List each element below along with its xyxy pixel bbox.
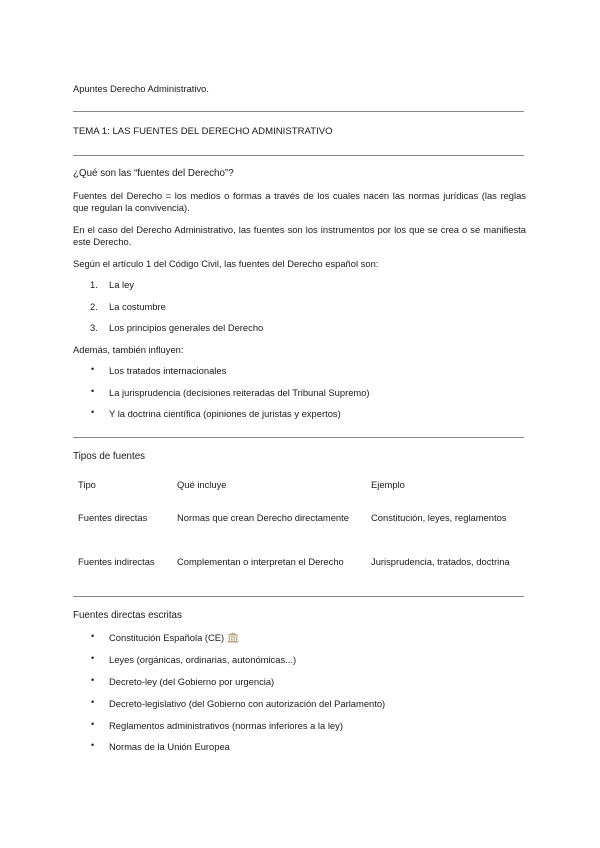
divider: [73, 437, 524, 438]
bullet-icon: •: [91, 675, 95, 685]
list-item-text: Normas de la Unión Europea: [109, 741, 230, 752]
list-item-text: Reglamentos administrativos (normas inferiores a la ley): [109, 720, 343, 731]
section-question: ¿Qué son las “fuentes del Derecho”?: [73, 168, 234, 179]
list-item-text: La ley: [109, 279, 135, 290]
table-header-cell: Tipo: [78, 479, 96, 490]
bank-icon: [227, 632, 239, 645]
list-item-text: Leyes (orgánicas, ordinarias, autonómicas...): [109, 654, 297, 665]
list-number: 3.: [90, 322, 98, 333]
list-item-text: Los tratados internacionales: [109, 365, 227, 376]
list-item-text: Decreto-legislativo (del Gobierno con autorización del Parlamento): [109, 698, 386, 709]
table-cell: Fuentes indirectas: [78, 556, 155, 567]
document-header: Apuntes Derecho Administrativo.: [73, 83, 210, 94]
divider: [73, 155, 524, 156]
list-item-text: Decreto-ley (del Gobierno por urgencia): [109, 676, 275, 687]
list-item-text: Constitución Española (CE): [109, 632, 225, 643]
list-item-text: Y la doctrina científica (opiniones de juristas y expertos): [109, 408, 341, 419]
paragraph-civil-code: Según el artículo 1 del Código Civil, las fuentes del Derecho español son:: [73, 258, 379, 269]
divider: [73, 111, 524, 112]
bullet-icon: •: [91, 697, 95, 707]
also-influence-intro: Además, también influyen:: [73, 344, 184, 355]
list-item-text: La jurisprudencia (decisiones reiteradas del Tribunal Supremo): [109, 387, 370, 398]
paragraph-definition: Fuentes del Derecho = los medios o formas a través de los cuales nacen las normas jurídicas (las reglas que regulan la convivencia).: [73, 190, 526, 213]
bullet-icon: •: [91, 364, 95, 374]
bullet-icon: •: [91, 386, 95, 396]
written-sources-heading: Fuentes directas escritas: [73, 610, 182, 621]
list-number: 2.: [90, 301, 98, 312]
sources-table: [73, 475, 525, 575]
list-item-text: La costumbre: [109, 301, 166, 312]
bullet-icon: •: [91, 740, 95, 750]
list-number: 1.: [90, 279, 98, 290]
bullet-icon: •: [91, 653, 95, 663]
types-heading: Tipos de fuentes: [73, 451, 146, 462]
list-item-text: Los principios generales del Derecho: [109, 322, 264, 333]
table-cell: Complementan o interpretan el Derecho: [177, 556, 344, 567]
table-header-cell: Ejemplo: [371, 479, 405, 490]
table-cell: [177, 512, 361, 524]
paragraph-administrative: En el caso del Derecho Administrativo, las fuentes son los instrumentos por los que se crea o se manifiesta este Derecho.: [73, 224, 526, 247]
table-cell: Constitución, leyes, reglamentos: [371, 512, 507, 523]
table-cell: Fuentes directas: [78, 512, 148, 523]
bullet-icon: •: [91, 407, 95, 417]
topic-title: TEMA 1: LAS FUENTES DEL DERECHO ADMINISTRATIVO: [73, 126, 333, 137]
list-item-content: [109, 632, 239, 645]
table-cell-text: Normas que crean Derecho directamente: [177, 512, 349, 523]
bullet-icon: •: [91, 631, 95, 641]
table-header-cell: Qué incluye: [177, 479, 227, 490]
bullet-icon: •: [91, 719, 95, 729]
table-cell: Jurisprudencia, tratados, doctrina: [371, 556, 510, 567]
divider: [73, 596, 524, 597]
